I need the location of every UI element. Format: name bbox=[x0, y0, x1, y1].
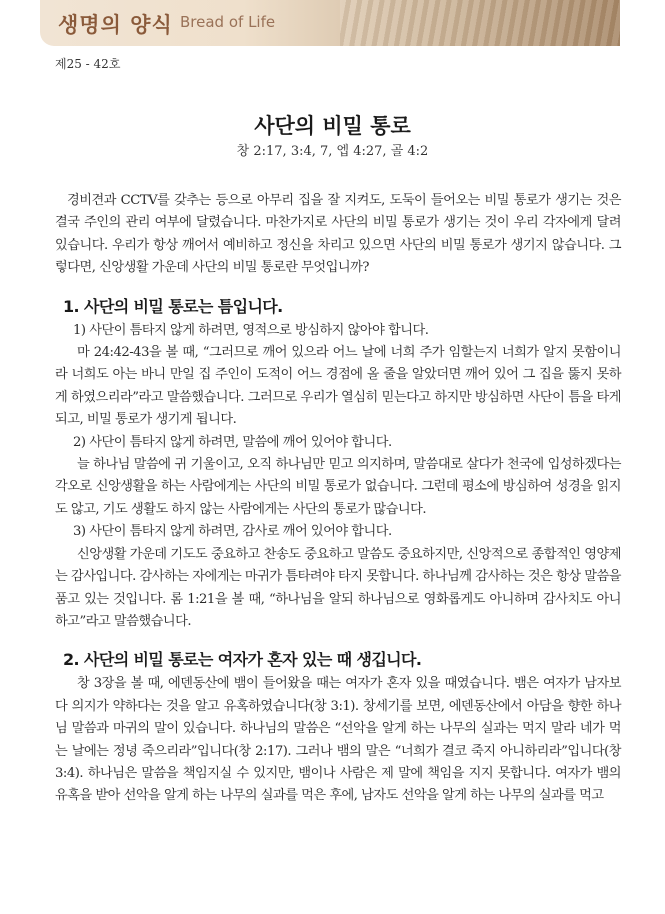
header-banner bbox=[40, 0, 620, 46]
issue-number: 제25 - 42호 bbox=[55, 57, 121, 71]
section-1-paragraph-3: 신앙생활 가운데 기도도 중요하고 찬송도 중요하고 말씀도 중요하지만, 신앙적으로 종합적인 영양제는 감사입니다. 감사하는 자에게는 마귀가 틈타려야 타지 못합니다. 하나님께 감사하는 것은 항상 말씀을 품고 있는 것입니다. 롬 1:21을 볼 때, “하나님을 알되 하나님으로 영화롭게도 아니하며 감사치도 아니하고”라고 말씀했습니다. bbox=[55, 546, 621, 629]
scripture-references: 창 2:17, 3:4, 7, 엡 4:27, 골 4:2 bbox=[236, 144, 429, 159]
banner-title-english: Bread of Life bbox=[180, 13, 276, 31]
section-1-paragraph-2: 늘 하나님 말씀에 귀 기울이고, 오직 하나님만 믿고 의지하며, 말씀대로 살다가 천국에 입성하겠다는 각오로 신앙생활을 하는 사람에게는 사단의 비밀 통로가 없습니다. 그런데 평소에 방심하여 성경을 읽지도 않고, 기도 생활도 하지 않는 사람에게는 사단의 통로가 많습니다. bbox=[55, 457, 621, 517]
section-1-heading: 1. 사단의 비밀 통로는 틈입니다. bbox=[63, 296, 283, 316]
section-2-heading: 2. 사단의 비밀 통로는 여자가 혼자 있는 때 생깁니다. bbox=[63, 650, 422, 670]
section-1-point-1: 1) 사단이 틈타지 않게 하려면, 영적으로 방심하지 않아야 합니다. bbox=[73, 322, 429, 338]
sermon-body bbox=[55, 190, 621, 808]
banner-title-korean: 생명의 양식 bbox=[58, 13, 173, 37]
section-2-paragraph-1: 창 3장을 볼 때, 에덴동산에 뱀이 들어왔을 때는 여자가 혼자 있을 때였습니다. 뱀은 여자가 남자보다 의지가 약하다는 것을 알고 유혹하였습니다(창 3:1). 창세기를 보면, 에덴동산에서 아담을 향한 하나님 말씀과 마귀의 말이 있습니다. 하나님의 말씀은 “선악을 알게 하는 나무의 실과는 먹지 말라 네가 먹는 날에는 정녕 죽으리라”입니다(창 2:17). 그러나 뱀의 말은 “너희가 결코 죽지 아니하리라”입니다(창 3:4). 하나님은 말씀을 책임지실 수 있지만, 뱀이나 사람은 제 말에 책임을 지지 못합니다. 여자가 뱀의 유혹을 받아 선악을 알게 하는 나무의 실과를 먹은 후에, 남자도 선악을 알게 하는 나무의 실과를 먹고 bbox=[55, 676, 621, 804]
intro-paragraph: 경비견과 CCTV를 갖추는 등으로 아무리 집을 잘 지켜도, 도둑이 들어오는 비밀 통로가 생기는 것은 결국 주인의 관리 여부에 달렸습니다. 마찬가지로 사단의 비밀 통로가 생기는 것이 우리 각자에게 달려 있습니다. 우리가 항상 깨어서 예비하고 정신을 차리고 있으면 사단의 비밀 통로가 생기지 않습니다. 그렇다면, 신앙생활 가운데 사단의 비밀 통로란 무엇입니까? bbox=[55, 193, 621, 276]
banner-texture bbox=[340, 0, 620, 46]
sermon-title: 사단의 비밀 통로 bbox=[254, 113, 411, 138]
section-1-point-3: 3) 사단이 틈타지 않게 하려면, 감사로 깨어 있어야 합니다. bbox=[73, 524, 392, 540]
section-1-paragraph-1: 마 24:42-43을 볼 때, “그러므로 깨어 있으라 어느 날에 너희 주가 임할는지 너희가 알지 못함이니라 너희도 아는 바니 만일 집 주인이 도적이 어느 경점에 올 줄을 알았더면 깨어 있어 그 집을 뚫지 못하게 하였으리라”라고 말씀했습니다. 그러므로 우리가 열심히 믿는다고 하지만 방심하면 사단이 틈을 타게 되고, 비밀 통로가 생기게 됩니다. bbox=[55, 345, 621, 428]
section-1-point-2: 2) 사단이 틈타지 않게 하려면, 말씀에 깨어 있어야 합니다. bbox=[73, 434, 392, 450]
